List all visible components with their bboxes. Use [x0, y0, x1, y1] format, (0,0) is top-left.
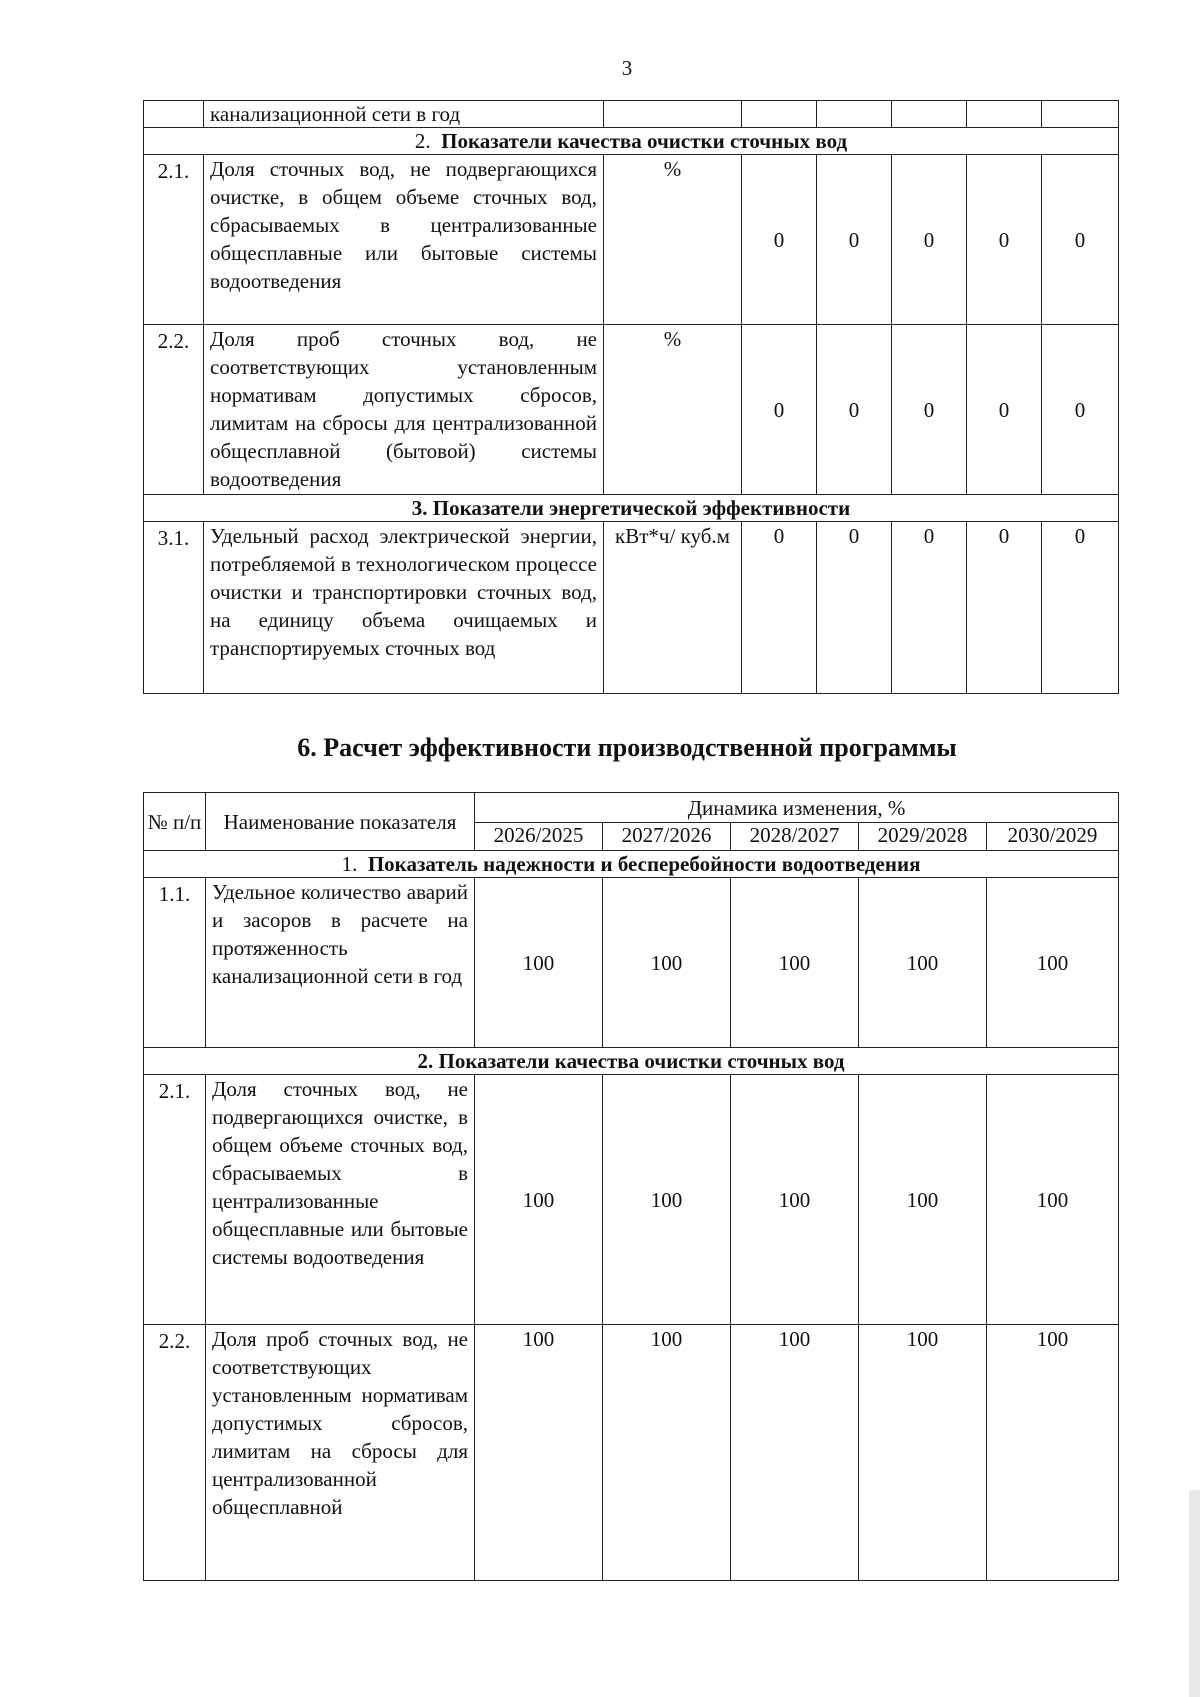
value-cell: 0 [742, 325, 817, 495]
row-number: 1.1. [144, 878, 206, 1048]
section-title: 3. Показатели энергетической эффективности [411, 496, 851, 520]
section-header-row [144, 128, 1119, 155]
col-header-dynamics: Динамика изменения, % [475, 793, 1119, 823]
indicator-name: Удельное количество аварий и засоров в расчете на протяженность канализационной сети в год [206, 878, 475, 1048]
row-number: 2.1. [144, 1075, 206, 1325]
value-cell: 100 [987, 878, 1119, 1048]
indicator-name: Доля проб сточных вод, не соответствующих установленным нормативам допустимых сбросов, лимитам на сбросы для централизованной общесплавной (бытовой) системы водоотведения [204, 325, 604, 495]
table-row [144, 1075, 1119, 1325]
value-cell: 0 [892, 155, 967, 325]
section-header-row [144, 851, 1119, 878]
row-number: 3.1. [144, 522, 204, 694]
value-cell: 100 [603, 1325, 731, 1581]
value-cell: 100 [987, 1075, 1119, 1325]
year-header: 2026/2025 [475, 823, 603, 851]
row-number-cell [144, 101, 204, 128]
year-header: 2030/2029 [987, 823, 1119, 851]
value-cell: 100 [603, 878, 731, 1048]
indicator-name: Доля сточных вод, не подвергающихся очистке, в общем объеме сточных вод, сбрасываемых в централизованные общесплавные или бытовые системы водоотведения [204, 155, 604, 325]
value-cell: 100 [859, 1325, 987, 1581]
table-row [144, 878, 1119, 1048]
table-row [144, 155, 1119, 325]
value-cell: 100 [475, 1325, 603, 1581]
value-cell: 0 [892, 325, 967, 495]
value-cell: 0 [742, 522, 817, 694]
table-row [144, 522, 1119, 694]
unit-cell: кВт*ч/ куб.м [604, 522, 742, 694]
section-title: 2. Показатели качества очистки сточных вод [417, 1049, 845, 1073]
year-header: 2028/2027 [731, 823, 859, 851]
section-heading: 6. Расчет эффективности производственной программы [297, 733, 957, 762]
scan-edge-shadow [1189, 1490, 1200, 1697]
year-header: 2029/2028 [859, 823, 987, 851]
section-header-row [144, 495, 1119, 522]
table-row [144, 1325, 1119, 1581]
value-cell: 0 [742, 155, 817, 325]
row-number: 2.1. [144, 155, 204, 325]
value-cell: 0 [967, 325, 1042, 495]
value-cell: 0 [967, 155, 1042, 325]
indicator-name: Доля сточных вод, не подвергающихся очистке, в общем объеме сточных вод, сбрасываемых в централизованные общесплавные или бытовые системы водоотведения [206, 1075, 475, 1325]
value-cell: 0 [1042, 325, 1119, 495]
value-cell: 100 [731, 878, 859, 1048]
value-cell: 100 [987, 1325, 1119, 1581]
indicator-name: Удельный расход электрической энергии, потребляемой в технологическом процессе очистки и транспортировки сточных вод, на единицу объема очищаемых и транспортируемых сточных вод [204, 522, 604, 694]
value-cell: 100 [859, 878, 987, 1048]
col-header-number: № п/п [144, 793, 206, 851]
value-cell: 100 [475, 1075, 603, 1325]
value-cell: 0 [817, 155, 892, 325]
value-cell: 100 [475, 878, 603, 1048]
value-cell: 100 [731, 1325, 859, 1581]
section-number: 2. [414, 129, 431, 153]
row-number: 2.2. [144, 325, 204, 495]
unit-cell: % [604, 325, 742, 495]
value-cell: 100 [859, 1075, 987, 1325]
value-cell: 0 [967, 522, 1042, 694]
section-number: 1. [341, 852, 358, 876]
value-cell: 0 [1042, 522, 1119, 694]
col-header-name: Наименование показателя [206, 793, 475, 851]
table-row [144, 101, 1119, 128]
continuation-text: канализационной сети в год [204, 101, 604, 128]
year-header: 2027/2026 [603, 823, 731, 851]
table-row [144, 325, 1119, 495]
value-cell: 100 [603, 1075, 731, 1325]
section-title: Показатель надежности и бесперебойности водоотведения [367, 852, 921, 876]
unit-cell: % [604, 155, 742, 325]
section-header-row [144, 1048, 1119, 1075]
indicator-name: Доля проб сточных вод, не соответствующих установленным нормативам допустимых сбросов, лимитам на сбросы для централизованной общесплавной [206, 1325, 475, 1581]
value-cell: 0 [817, 325, 892, 495]
value-cell: 0 [817, 522, 892, 694]
row-number: 2.2. [144, 1325, 206, 1581]
section-title: Показатели качества очистки сточных вод [441, 129, 848, 153]
indicator-values-table [143, 100, 1119, 694]
value-cell: 0 [892, 522, 967, 694]
value-cell: 100 [731, 1075, 859, 1325]
table-header-row [144, 793, 1119, 823]
efficiency-table [143, 792, 1119, 1581]
page-number: 3 [621, 56, 633, 80]
value-cell: 0 [1042, 155, 1119, 325]
